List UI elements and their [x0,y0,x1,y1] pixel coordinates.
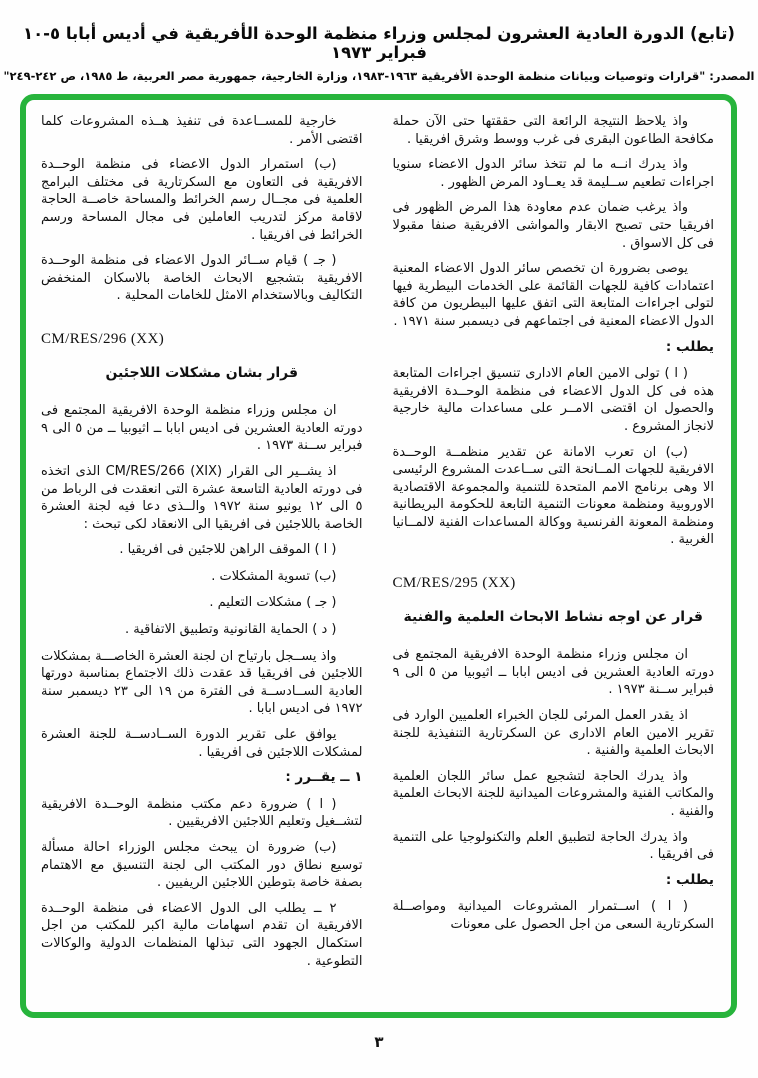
resolution-code: CM/RES/296 (XX) [41,330,165,347]
paragraph: اذ يقدر العمل المرئى للجان الخبراء العلميين الوارد فى تقرير الامين العام الادارى عن السكرتارية التنفيذية للجنة الابحاث العلمية والفنية . [392,708,714,759]
paragraph: ان مجلس وزراء منظمة الوحدة الافريقية المجتمع فى دورته العادية العشرين فى اديس ابابا ــ اثيوبيا من ٥ الى ٩ فبراير ســنة ١٩٧٣ . [392,647,714,698]
paragraph: واذ يدرك الحاجة لتشجيع عمل سائر اللجان العلمية والمكاتب الفنية والمشروعات الميدانية للجنة الابحاث العلمية والفنية . [392,768,714,819]
page-header [0,24,758,83]
two-column-text-area [26,100,731,1012]
paragraph: (ب) استمرار الدول الاعضاء فى منظمة الوحــدة الافريقية فى التعاون مع السكرتارية فى مختلف البرامج العلمية فى مجــال رسم الخرائط والمساحة خاصــة الحاجة لاقامة مركز لتدريب العاملين فى مجال المساحة ورسم الخرائط فى افريقيا . [41,157,363,243]
document-border-frame [20,94,737,1018]
clause-label: يطلب : [665,338,714,355]
paragraph: يوصى بضرورة ان تخصص سائر الدول الاعضاء المعنية اعتمادات كافية للجهات القائمة على الخدمات البيطرية فيها لتولى اجراءات المتابعة التى اتفق عليها البيطريون من كافة الدول الاعضاء المعنية فى اجتماعهم فى ديسمبر سنة ١٩٧١ . [392,261,714,329]
paragraph: (ب) ان تعرب الامانة عن تقدير منظمــة الوحــدة الافريقية للجهات المــانحة التى ســاعدت المشروع الرئيسى الا وهى برنامج الامم المتحدة للتنمية والمجموعة الاقتصادية الاوروبية ومنظمة معونات التنمية التابعة للحكومة البريطانية ومنظمة المعونة الفرنسية ووكالة المساعدات الفنية لالمــانيا الغربية . [392,444,714,548]
paragraph: واذ يلاحظ النتيجة الرائعة التى حققتها حتى الآن حملة مكافحة الطاعون البقرى فى غرب ووسط وشرق افريقيا . [392,114,714,147]
list-item: ( جـ ) مشكلات التعليم . [209,595,337,611]
paragraph: ٢ ــ يطلب الى الدول الاعضاء فى منظمة الوحــدة الافريقية ان تقدم اسهامات مالية اكبر للمكتب من اجل استكمال الجهود التى تبذلها المنظمات الدولية والوكالات التطوعية . [41,900,363,969]
resolution-title: قرار بشان مشكلات اللاجئين [105,364,299,381]
paragraph: ( ا ) اســتمرار المشروعات الميدانية ومواصــلة السكرتارية السعى من اجل الحصول على معونات [392,899,714,932]
paragraph: واذ يســجل بارتياح ان لجنة العشرة الخاصـــة بمشكلات اللاجئين فى افريقيا قد عقدت ذلك الاجتماع بمناسبة دورتها العادية الســادســة فى الفترة من ١٩ الى ٢٣ ديسمبر سنة ١٩٧٢ فى اديس ابابا . [41,648,363,717]
paragraph: خارجية للمســاعدة فى تنفيذ هــذه المشروعات كلما اقتضى الأمر . [41,114,363,147]
paragraph: ( جـ ) قيام ســائر الدول الاعضاء فى منظمة الوحــدة الافريقية بتشجيع الابحاث الخاصة بالاسكان المنخفض التكاليف وبالاستخدام الامثل للخامات المحلية . [41,253,363,304]
clause-label: يطلب : [665,871,714,888]
paragraph: واذ يرغب ضمان عدم معاودة هذا المرض الظهور فى افريقيا حتى تصبح الابقار والمواشى الافريقية صنفا مقبولا فى كل الاسواق . [392,200,714,251]
resolution-title: قرار عن اوجه نشاط الابحاث العلمية والفنية [403,608,703,625]
paragraph: يوافق على تقرير الدورة الســادســة للجنة العشرة لمشكلات اللاجئين فى افريقيا . [41,727,363,760]
paragraph: ( ا ) تولى الامين العام الادارى تنسيق اجراءات المتابعة هذه فى كل الدول الاعضاء فى منظمة الوحــدة الافريقية والحصول ان اقتضى الامــر على مساعدات مالية خارجية لانجاز المشروع . [392,366,714,434]
text-column [41,113,363,1012]
paragraph: ( ا ) ضرورة دعم مكتب منظمة الوحــدة الافريقية لتشــغيل وتعليم اللاجئين الافريقيين . [41,796,363,830]
list-item: ( ا ) الموقف الراهن للاجئين فى افريقيا . [119,542,337,558]
paragraph: اذ يشــير الى القرار CM/RES/266 (XIX) الذى اتخذه فى دورته العادية التاسعة عشرة التى انعقدت فى الرباط من ٥ الى ١٢ يونيو سنة ١٩٧٢ والــذى دعا فيه لجنة العشرة الخاصة باللاجئين فى افريقيا الى الانعقاد لكى تبحث : [41,463,363,532]
page-title: (تابع) الدورة العادية العشرون لمجلس وزراء منظمة الوحدة الأفريقية في أديس أبابا ٥-١٠ فبراير ١٩٧٣ [23,24,735,62]
list-item: ( د ) الحماية القانونية وتطبيق الاتفاقية . [124,622,337,638]
source-line: المصدر: "قرارات وتوصيات وبيانات منظمة الوحدة الأفريقية ١٩٦٣-١٩٨٣، وزارة الخارجية، جمهورية مصر العربية، ط ١٩٨٥، ص ٢٤٢-٢٤٩" [3,69,755,83]
clause-label: ١ ــ يقــرر : [285,769,363,786]
paragraph: ان مجلس وزراء منظمة الوحدة الافريقية المجتمع فى دورته العادية العشرين فى اديس ابابا ــ اثيوبيا ــ من ٥ الى ٩ فبراير ســنة ١٩٧٣ . [41,403,363,454]
page-footer [0,1032,758,1051]
paragraph: واذ يدرك الحاجة لتطبيق العلم والتكنولوجيا على التنمية فى افريقيا . [392,829,714,863]
page-number: ٣ [374,1033,384,1051]
text-column [393,113,715,1012]
paragraph: (ب) ضرورة ان يبحث مجلس الوزراء احالة مسألة توسيع نطاق دور المكتب الى لجنة التنسيق مع الاهتمام بصفة خاصة بتوطين اللاجئين الريفيين . [41,840,363,891]
list-item: (ب) تسوية المشكلات . [211,568,337,584]
resolution-code: CM/RES/295 (XX) [392,575,516,592]
paragraph: واذ يدرك انــه ما لم تتخذ سائر الدول الاعضاء سنويا اجراءات تطعيم ســليمة قد يعــاود المرض الظهور . [392,157,714,190]
